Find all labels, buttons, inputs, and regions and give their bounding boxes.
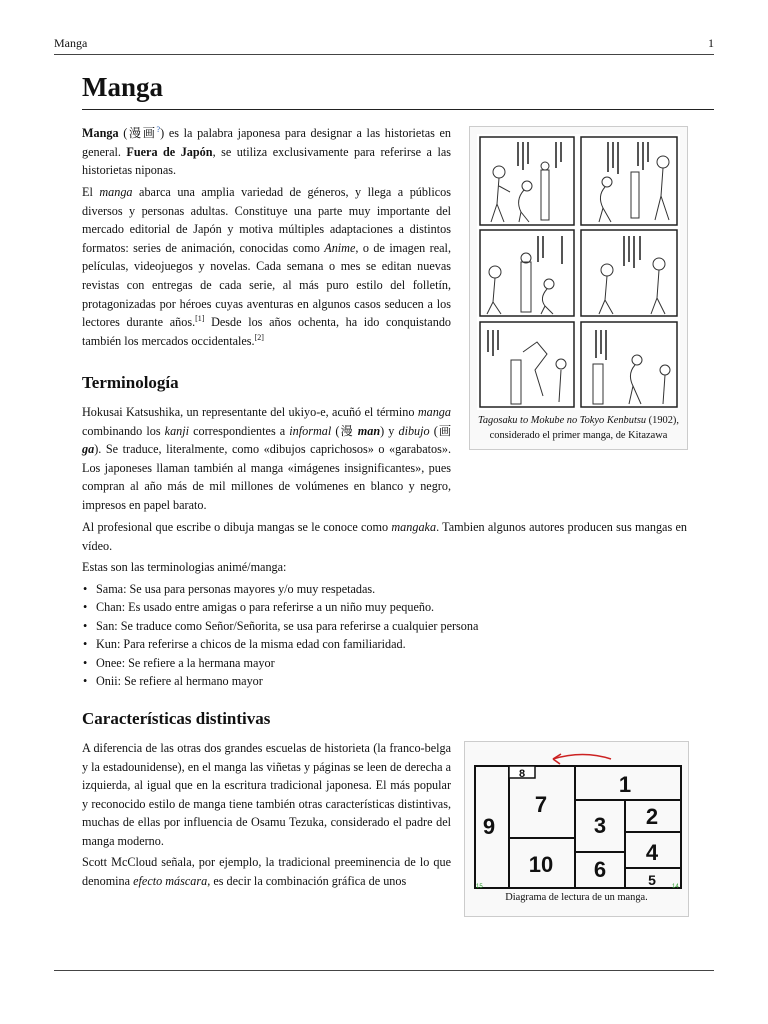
panel-number: 9: [482, 814, 496, 839]
terminologia-paragraph-1a: Hokusai Katsushika, un representante del ukiyo-e, acuñó el término manga combinando los kanji correspondientes a informal (漫 man) y dibujo (画 ga). Se traduce, literalmente, como «dibujos caprichosos» o «garabatos». Los japoneses llaman también al manga «imágenes insignificantes», pues compran al año más de mil millones de volúmenes en blanco y negro, impresos en papel barato.: [82, 405, 452, 512]
section-heading-caracteristicas: Características distintivas: [82, 709, 271, 728]
panel-number: 4: [645, 840, 659, 865]
caracteristicas-paragraph-1: A diferencia de las otras dos grandes escuelas de historieta (la franco-belga y la estadounidense), en el manga las viñetas y páginas se leen de derecha a izquierda, al igual que en la escritura tradicional japonesa. El más popular y reconocido estilo de manga tiene también otras características distintivas, muchas de ellas por influencia de Osamu Tezuka, considerado el padre del manga moderno.: [82, 741, 451, 848]
header-rule: [54, 54, 714, 55]
title-rule: [82, 109, 714, 110]
panel-number: 6: [593, 857, 607, 882]
footer-rule: [54, 970, 714, 971]
caracteristicas-paragraph-2: Scott McCloud señala, por ejemplo, la tradicional preeminencia de lo que denomina efecto máscara, es decir la combinación gráfica de unos: [82, 855, 451, 888]
figure-tagosaku: [469, 126, 688, 450]
list-item: • Onii: Se refiere al hermano mayor: [82, 672, 478, 690]
panel-number: 5: [648, 872, 656, 888]
page-number: 1: [708, 36, 714, 50]
figure-1-caption: Tagosaku to Mokube no Tokyo Kenbutsu (1902), considerado el primer manga, de Kitazawa: [478, 415, 679, 441]
corner-number-left: 15: [476, 884, 483, 890]
list-item: • Chan: Es usado entre amigas o para referirse a un niño muy pequeño.: [82, 598, 478, 616]
corner-number-right: 14: [672, 884, 679, 890]
list-item: • Kun: Para referirse a chicos de la misma edad con familiaridad.: [82, 635, 478, 653]
panel-number: 10: [528, 852, 554, 877]
list-item: • Sama: Se usa para personas mayores y/o muy respetadas.: [82, 580, 478, 598]
manga-kanji: 漫画: [127, 126, 157, 140]
figure-reading-diagram: [464, 741, 689, 917]
panel-number: 8: [518, 768, 526, 780]
intro-paragraph-2: El manga abarca una amplia variedad de géneros, y llega a públicos diversos y personas adultas. Constituye una parte muy importante del mercado editorial de Japón y motiva múltiples adaptaciones a distintos formatos: series de animación, conocidas como Anime, o de imagen real, películas, videojuegos y novelas. Cada semana o mes se editan nuevas revistas con entregas de cada serie, al más puro estilo del folletín, protagonizadas por héroes cuyas aventuras en algunos casos seducen a los lectores durante años.[1] Desde los años ochenta, ha ido conquistando también los mercados occidentales.[2]: [82, 185, 452, 348]
figure-2-caption: Diagrama de lectura de un manga.: [505, 892, 648, 903]
section-heading-terminologia: Terminología: [82, 373, 179, 392]
arrow-left-icon: [553, 755, 611, 760]
manga-term: Manga: [82, 126, 119, 140]
manga-comic-image: [477, 134, 680, 410]
panel-number: 3: [593, 813, 607, 838]
intro-paragraph-1: Manga (漫画?) es la palabra japonesa para designar a las historietas en general. Fuera de Japón, se utiliza exclusivamente para referirse a las historietas niponas.: [82, 124, 452, 178]
page-title: Manga: [82, 72, 163, 102]
terminologia-paragraph-3: Estas son las terminologias animé/manga:: [82, 560, 287, 574]
pronunciation-link[interactable]: ?: [156, 124, 161, 134]
panel-number: 2: [645, 804, 659, 829]
outside-japan-term: Fuera de Japón: [126, 144, 213, 159]
panel-number: 1: [618, 772, 632, 797]
list-item: • San: Se traduce como Señor/Señorita, se usa para referirse a cualquier persona: [82, 617, 478, 635]
reference-2[interactable]: [2]: [254, 332, 264, 342]
reference-1[interactable]: [1]: [195, 314, 205, 324]
list-item: • Onee: Se refiere a la hermana mayor: [82, 654, 478, 672]
terminology-list: [82, 580, 478, 690]
header-title: Manga: [54, 36, 88, 50]
running-header: [54, 36, 714, 51]
reading-order-diagram: [465, 742, 688, 892]
terminologia-paragraph-2: Al profesional que escribe o dibuja mangas se le conoce como mangaka. Tambien algunos autores producen sus mangas en vídeo.: [82, 520, 687, 553]
panel-number: 7: [534, 792, 548, 817]
